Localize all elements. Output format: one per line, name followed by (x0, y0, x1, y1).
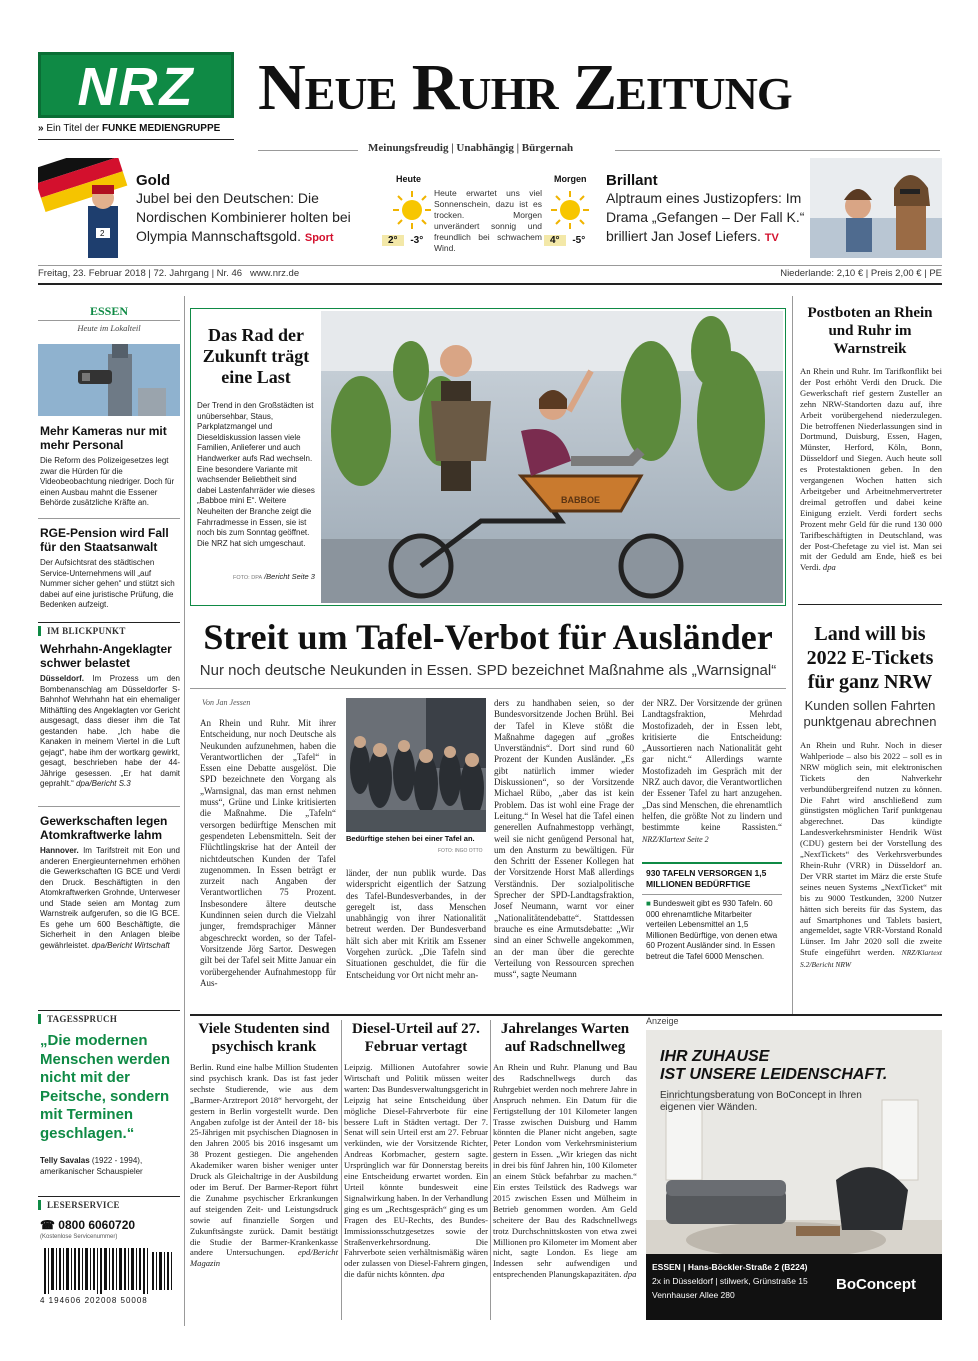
tafel-photo-credit: FOTO: INGO OTTO (438, 848, 483, 854)
story4-text (40, 846, 180, 951)
bottom-story1-source: epd/Bericht Magazin (190, 1247, 338, 1269)
bottom-story2-source: dpa (431, 1269, 445, 1280)
bike-brand-label: BABBOE (561, 495, 601, 505)
story4-body: Im Tarifstreit mit Eon und anderen Energieunternehmen erhöhen die Gewerkschaften IG BCE und Verdi den Druck. Beschäftigten in den Atomkraftwerken Grohnde, Unterweser und Stade seien am Montag zum Warnstreik aufgerufen, so die IG BCE. Es gehe um 600 Beschäftigte, die Sicherheit in den Anlagen bleibe gewährleistet. (40, 846, 180, 950)
left-rule-2 (38, 622, 180, 623)
lead-photo-text: Der Trend in den Großstädten ist unübersehbar, Staus, Parkplatzmangel und Dieseldiskussion lassen viele Familien, Anlieferer und auch Handwerker aufs Rad wechseln. Eine besondere Variante mit wachsender Beliebtheit sind dabei Lastenfahrräder wie dieses „Babboe mini E“. Weitere Neuheiten der Branche zeigt die Fahrradmesse in Essen, sie ist noch bis zum Sonntag geöffnet. Die NRZ hat sich umgeschaut. (197, 401, 315, 548)
weather-text: Heute erwartet uns viel Sonnenschein, dazu ist es trocken. Morgen unverändert sonnig und freundlich bei schwachem Wind. (434, 188, 542, 253)
cargo-bike-photo (321, 311, 783, 603)
ad-headline-1: IHR ZUHAUSE (660, 1048, 770, 1065)
main-col4-source: NRZ/Klartext Seite 2 (642, 834, 709, 844)
story2-headline[interactable]: RGE-Pension wird Fall für den Staatsanwalt (40, 526, 169, 554)
factbox-text (642, 895, 782, 967)
group-line (38, 123, 220, 134)
bottom-rule (190, 1014, 942, 1016)
weather-box (374, 168, 598, 258)
camera-photo (38, 344, 180, 416)
ad-store-1: ESSEN | Hans-Böckler-Straße 2 (B224) (652, 1262, 808, 1272)
essen-header: ESSEN (38, 304, 180, 321)
price: Niederlande: 2,10 € | Preis 2,00 € | PE (780, 268, 942, 279)
right-column-divider (792, 296, 793, 1016)
right-story2-source: NRZ/Klartext S.2/Bericht NRW (800, 948, 942, 970)
ad-label: Anzeige (646, 1016, 679, 1026)
ad-footer (646, 1254, 942, 1320)
left-column-divider (184, 296, 185, 1326)
left-column (38, 296, 180, 1326)
bottom-story1-body: Berlin. Rund eine halbe Million Studenten sind psychisch krank. Das ist fast jeder sechste Studierende, wie aus dem „Barmer-Arztreport 2018“ hervorgeht, der gestern in Berlin vorgestellt wurde. Den Angaben zufolge ist der Anteil der 18- bis 25-Jährigen mit psychischen Diagnosen in den Jahren 2005 bis 2016 insgesamt um 38 Prozent gestiegen. Die angehenden Akademiker waren bisher weniger unter Druck als Gleichaltrige in der Ausbildung oder im Beruf. Der Barmer-Report führt die Zunahme psychischer Erkrankungen auf steigenden Zeit- und Leistungsdruck sowie auf finanzielle Sorgen und Zukunftsängste zurück. Damit bestätigt die Studie der Barmer-Krankenkasse andere Untersuchungen. (190, 1062, 338, 1258)
quote-author-name: Telly Savalas (40, 1156, 90, 1165)
today-low: -3° (410, 235, 424, 246)
tomorrow-low: -5° (572, 235, 586, 246)
right-story2-text (800, 740, 942, 971)
gold-section: Sport (304, 232, 334, 244)
today-high: 2° (382, 235, 404, 246)
bottom-story2-headline[interactable]: Diesel-Urteil auf 27. Februar vertagt (352, 1021, 480, 1055)
right-story1-source: dpa (822, 562, 836, 573)
svg-text:2: 2 (100, 229, 105, 238)
bottom-story3-source: dpa (623, 1269, 637, 1280)
service-phone-note: (Kostenlose Servicenummer) (40, 1234, 118, 1240)
main-subhead: Nur noch deutsche Neukunden in Essen. SPD bezeichnet Maßnahme als „Warnsignal“ (199, 662, 777, 679)
left-rule-4 (38, 1010, 180, 1011)
sun-icon-tomorrow (550, 190, 590, 234)
ad-subline: Einrichtungsberatung von BoConcept in Ihren eigenen vier Wänden. (660, 1090, 862, 1113)
teaser-bar (38, 158, 942, 263)
story3-text (40, 674, 180, 790)
bottom-story3-body: An Rhein und Ruhr. Planung und Bau des Radschnellwegs durch das Ruhrgebiet werden noch mehrere Jahre in Anspruch nehmen. Ein Datum für die Fertigstellung der 101 Kilometer langen Trasse zwischen Duisburg und Hamm könnten die Planer nicht angeben, sagte Peter London vom Verkehrsministerium gestern in Essen. „Wir kriegen das nicht in drei bis fünf Jahren hin, 100 Kilometer an einem Stück befahrbar zu machen.“ Ein erstes Teilstück des Radwegs war 2015 zwischen Essen und Mülheim in Betrieb genommen worden. Am Geld scheitere der Bau des Radschnellwegs trotz Durchschnittskosten von etwa zwei Millionen pro Kilometer im Moment aber nicht, sagte London. Es liege am Indessen sehr aufwendigen und entsprechenden Planungskapazitäten. (493, 1062, 637, 1280)
lead-photo-headline[interactable]: Das Rad der Zukunft trägt eine Last (202, 325, 310, 387)
main-byline: Von Jan Jessen (202, 698, 251, 707)
right-rule (798, 604, 942, 605)
service-phone[interactable] (40, 1218, 135, 1232)
story3-source: dpa/Bericht S.3 (76, 779, 131, 788)
factbox-bullet-icon: ■ (646, 899, 651, 908)
ad-store-2: 2x in Düsseldorf | stilwerk, Grünstraße 15 (652, 1276, 808, 1286)
lead-photo-ref: /Bericht Seite 3 (264, 572, 315, 581)
nrz-logo (38, 52, 234, 118)
brillant-kicker: Brillant (606, 172, 658, 189)
main-col2-text: länder, der nun publik wurde. Das widerspricht eigentlich der Satzung des Tafel-Bundesverbandes, in der geregelt ist, dass Menschen unabhängig von ihrer Nationalität betreut werden. Der Bundesverband hält sich aber mit Kritik am Essener Vorgehen zurück. „Die Tafeln sind Situationen geschuldet, die für die Entscheidung vor Ort nicht mehr an- (346, 868, 486, 980)
main-col3 (494, 698, 634, 980)
ad-store-3: Vennhauser Allee 280 (652, 1290, 735, 1300)
bottom-story2-text (344, 1062, 488, 1280)
bottom-divider-1 (341, 1020, 342, 1320)
weather-tomorrow-label: Morgen (554, 174, 587, 184)
right-story1-body: An Rhein und Ruhr. Im Tarifkonflikt bei der Post erhöht Verdi den Druck. Die Gewerkschaft rief gestern Zusteller an zehn NRW-Standorten dazu auf, ihre Arbeit vorübergehend niederzulegen. Die betroffenen Niederlassungen sind in Dortmund, Duisburg, Essen, Hagen, Münster, Herford, Köln, Bonn, Düsseldorf und Siegen. Auch heute soll es Protestaktionen geben. In den vergangenen Wochen hatten sich Arbeitgeber und Arbeitnehmervertreter dreimal getroffen und dabei keine Einigung erzielt. Verdi fordert sechs Prozent mehr Geld für die rund 130 000 Tarifbeschäftigten in Deutschland, was der Post-Chefetage zu viel ist. Man sei mit der Geduld am Ende, hieß es bei Verdi. (800, 366, 942, 573)
bottom-story1-headline[interactable]: Viele Studenten sind psychisch krank (198, 1021, 330, 1055)
story2-text: Der Aufsichtsrat des städtischen Service-Unternehmens will „auf Nummer sicher gehen“ und stützt sich dabei auf eine juristische Prüfung, die Bedenken aufzeigt. (40, 558, 175, 609)
quote-text: „Die modernen Menschen werden nicht mit der Peitsche, sondern mit Terminen geschlagen.“ (40, 1032, 171, 1142)
factbox-text-body: Bundesweit gibt es 930 Tafeln. 60 000 ehrenamtliche Mitarbeiter verteilen Lebensmittel an 1,5 Millionen Bedürftige, von denen etwa 60 Prozent Ausländer sind. In Essen betreut die Tafel 6000 Menschen. (646, 899, 778, 961)
gold-text-body: Jubel bei den Deutschen: Die Nordischen Kombinierer holten bei Olympia Mannschaftsgold. (136, 190, 351, 244)
tv-photo (810, 158, 942, 258)
brillant-section: TV (764, 232, 779, 244)
story4-headline[interactable]: Gewerkschaften legen Atomkraftwerke lahm (40, 814, 168, 842)
athlete-photo (38, 158, 130, 258)
main-col3-text: ders zu handhaben seien, so der Bundesvorsitzende Jochen Brühl. Bei der Tafel in Kleve stößt die Maßnahme dagegen auf „großes Unverständnis“. Dort sind rund 60 Prozent der Kunden Ausländer. „Es gibt natürlich immer wieder Diskussionen“, so der Vorsitzende Michael Rübo, „aber das ist kein Problem. Das ist wohl eine Frage der Leitung.“ In Wesel hat die Tafel einen generellen Aufnahmestopp verhängt, weil sie nicht genügend Personal hat, um den Ansturm zu bewältigen. Für den Schritt der Essener Kollegen hat der Vorsitzende Horst Maß allerdings Verständnis. Der sozialpolitische Sprecher der SPD-Landtagsfraktion, Josef Neumann, warnt vor einer „Nationalitätendebatte“. Stattdessen brauche es eine Armutsdebatte: „Wir sind an einer Schwelle angekommen, an der man über die gerechte Verteilung von Ressourcen sprechen muss“, sagte Neumann (494, 698, 634, 980)
right-story2-headline[interactable]: Land will bis 2022 E-Tickets für ganz NRW (806, 623, 934, 693)
tomorrow-high: 4° (544, 235, 566, 246)
lead-photo-block (190, 308, 786, 606)
tafel-photo (346, 698, 486, 832)
weather-tomorrow-temps (544, 235, 585, 246)
main-headline[interactable]: Streit um Tafel-Verbot für Ausländer (203, 617, 773, 657)
story4-dateline: Hannover. (40, 846, 79, 855)
weather-today-temps (382, 235, 423, 246)
right-story1-headline[interactable]: Postboten an Rhein und Ruhr im Warnstreik (807, 305, 933, 357)
ad-headline-2: IST UNSERE LEIDENSCHAFT. (660, 1066, 888, 1083)
bottom-story3-text (493, 1062, 637, 1280)
main-rule (190, 688, 786, 689)
lead-photo-credit-label: FOTO: DPA (233, 575, 263, 581)
left-rule-1 (38, 518, 180, 519)
main-col1-text: An Rhein und Ruhr. Mit ihrer Entscheidung, nur noch Deutsche als Neukunden aufzunehmen, haben die Verantwortlichen der „Tafel“ in Essen eine Debatte ausgelöst. Die SPD bezeichnete den Vorgang als „Warnsignal, das man ernst nehmen muss“, Grüne und Linke kritisierten die Maßnahme. Die „Tafeln“ versorgen bedürftige Menschen mit gespendeten Lebensmitteln. Seit der Flüchtlingskrise hat der Anteil der nichtdeutschen Kunden der Tafel zugenommen. In Essen beträgt er zurzeit nach Angaben der Verantwortlichen 75 Prozent. Insbesondere ältere deutsche Kundinnen seien durch die Vielzahl junger, fremdsprachiger Männer abgeschreckt worden, so der Tafel-Vorsitzende Jörg Sartor. Deswegen gilt bei der Tafel seit Mitte Januar ein vorübergehender Aufnahmestopp für Aus- (200, 718, 336, 988)
right-story2-subhead: Kunden sollen Fahrten punktgenau abrechnen (803, 698, 937, 729)
group-name: FUNKE MEDIENGRUPPE (101, 123, 221, 134)
left-rule-5 (38, 1196, 180, 1197)
motto: Meinungsfreudig | Unabhängig | Bürgernah (368, 142, 574, 154)
chevron-icon: » (38, 123, 44, 134)
quote-author-info: (1922 - 1994), amerikanischer Schauspieler (40, 1156, 143, 1176)
story1-headline[interactable]: Mehr Kameras nur mit mehr Personal (40, 424, 167, 452)
motto-rule-right (615, 150, 940, 151)
dateline-top-rule (38, 265, 942, 266)
story3-headline[interactable]: Wehrhahn-Angeklagter schwer belastet (40, 642, 172, 670)
masthead (0, 0, 978, 154)
boconcept-ad[interactable] (646, 1030, 942, 1320)
story3-dateline: Düsseldorf. (40, 674, 85, 683)
main-col4-text: der NRZ. Der Vorsitzende der grünen Landtagsfraktion, Mehrdad Mostofizadeh, der in Essen lebt, kritisierte die Entscheidung: „Aussortieren nach Nationalität geht gar nicht.“ Allerdings warnte Mostofizadeh im Gespräch mit der NRZ auch davor, die Verantwortlichen der Essener Tafel zu hart anzugehen. „Das sind Menschen, die ehrenamtlich helfen, die größte Not zu lindern und bestimmte keine Rassisten.“ (642, 698, 782, 833)
barcode-bars (40, 1248, 180, 1298)
main-col1 (200, 718, 336, 989)
dateline-bar (38, 268, 942, 279)
main-col2 (346, 868, 486, 981)
story3-body: Im Prozess um den Bombenanschlag am Düsseldorfer S-Bahnhof Wehrhahn hat ein ehemaliger Mithäftling des Angeklagten vor Gericht ausgesagt, dass dieser ihm die Tat gestanden habe. „Ich habe die Kanaken in meinem Viertel in die Luft gejagt“, habe ihm der wortkarg gewirkt, gesagt, beschrieben habe der 44-Jährige gesessen. „Er hat damit geprahlt.“ (40, 674, 180, 788)
tafel-photo-caption: Bedürftige stehen bei einer Tafel an. (346, 834, 475, 843)
nrz-logo-text: NRZ (77, 57, 195, 117)
gold-kicker: Gold (136, 172, 171, 189)
bottom-story1-text (190, 1062, 338, 1269)
brillant-text (606, 189, 808, 248)
masthead-rule (38, 139, 234, 140)
barcode-number: 4 194606 202008 50008 (40, 1296, 148, 1305)
dateline-bottom-rule (38, 283, 942, 285)
story4-source: dpa/Bericht Wirtschaft (91, 940, 170, 950)
service-header: LESERSERVICE (38, 1200, 120, 1210)
barcode (40, 1248, 180, 1310)
essen-sub: Heute im Lokalteil (77, 323, 141, 333)
factbox (642, 862, 782, 984)
bottom-divider-2 (490, 1020, 491, 1320)
weather-today-label: Heute (396, 174, 422, 184)
brillant-teaser[interactable] (606, 172, 808, 248)
right-story1-text (800, 366, 942, 573)
blick-header: IM BLICKPUNKT (38, 626, 126, 636)
website[interactable]: www.nrz.de (250, 268, 300, 279)
group-prefix: Ein Titel der (46, 123, 100, 134)
lead-photo-credit (233, 571, 315, 584)
boconcept-logo: BoConcept (836, 1276, 916, 1293)
gold-text (136, 189, 366, 248)
dateline: Freitag, 23. Februar 2018 | 72. Jahrgang | Nr. 46 (38, 268, 243, 279)
phone-icon: ☎ (40, 1218, 55, 1232)
bottom-story3-headline[interactable]: Jahrelanges Warten auf Radschnellweg (500, 1021, 630, 1055)
motto-rule-left (258, 150, 358, 151)
bottom-story2-body: Leipzig. Millionen Autofahrer sowie Wirtschaft und Politik müssen weiter warten: Das Bundesverwaltungsgericht in Leipzig hat seine Entscheidung über mögliche Diesel-Fahrverbote für eine bessere Luft in Städten vertagt. Der 7. Senat will sein Urteil erst am 27. Februar verkünden, wie der Vorsitzende Richter, Andreas Korbmacher, gestern sagte. Ursprünglich war für Donnerstag bereits eine Entscheidung erwartet worden. Ein Urteil könnte bundesweit eine Signalwirkung haben. In der Verhandlung ging es um „Rechtsgespräch“ ging es um Fragen des EU-Rechts, des Bundes-Immissionsschutzgesetzes sowie der Straßenverkehrsordnung. Die Fahrverbote seien verhältnismäßig wären oder zulassen von Diesel-Fahrern gingen, die dafür nichts könnten. (344, 1062, 488, 1280)
story1-text: Die Reform des Polizeigesetzes legt zwar die Hürden für die Videobeobachtung niedriger. Doch für einen Ausbau mahnt die Essener Behörde zusätzliche Kräfte an. (40, 456, 175, 507)
brillant-text-body: Alptraum eines Justizopfers: Im Drama „Gefangen – Der Fall K.“ brilliert Jan Josef Liefers. (606, 190, 805, 244)
quote-header: TAGESSPRUCH (38, 1014, 117, 1024)
main-col4 (642, 698, 782, 845)
service-phone-number: 0800 6060720 (58, 1218, 136, 1232)
gold-teaser[interactable] (136, 172, 366, 248)
sun-icon-today (392, 190, 432, 234)
left-rule-3 (38, 806, 180, 807)
newspaper-title: Neue Ruhr Zeitung (258, 51, 792, 124)
quote-author (40, 1156, 180, 1177)
right-story2-body: An Rhein und Ruhr. Noch in dieser Wahlperiode – also bis 2022 – soll es in NRW möglich sein, mit elektronischen Tickets den Nahverkehr verbundübergreifend nutzen zu können. Die Fahrt wird anschließend zum günstigsten möglichen Tarif punktgenau abgerechnet. Das kündigte Landesverkehrsminister Hendrik Wüst (CDU) gestern bei der Vorstellung des „NextTickets“ des Verkehrsverbundes Rhein-Ruhr (VRR) in Düsseldorf an. Der VRR startet im März die erste Stufe seines neuen Systems „NextTicket“ mit bis zu 9000 Testkunden, 3200 Nutzer hätten sich bereits für das System, das auf Smartphones und Tablets basiert, angemeldet, sagte VRR-Vorstand Ronald Lünser. Im Jahr 2020 soll die zweite Stufe eingeführt werden. (800, 740, 942, 958)
ad-headline (660, 1048, 887, 1084)
factbox-title: 930 TAFELN VERSORGEN 1,5 MILLIONEN BEDÜRFTIGE (642, 864, 782, 895)
